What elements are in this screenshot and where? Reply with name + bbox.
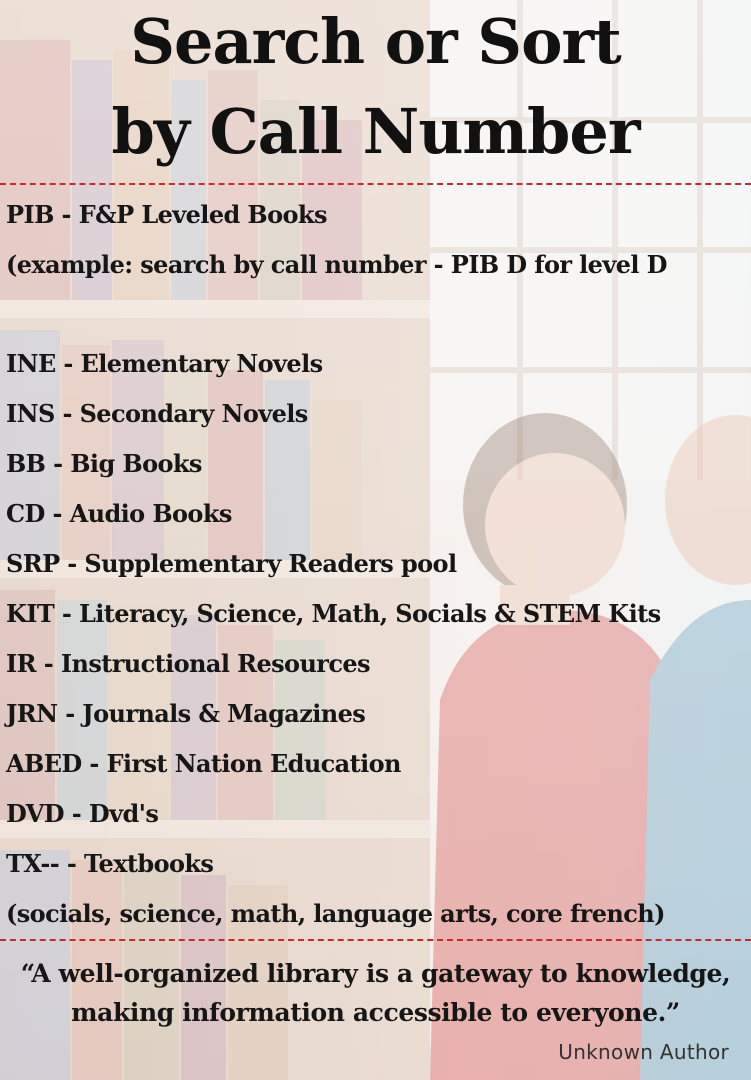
list-item: PIB - F&P Leveled Books	[6, 200, 327, 229]
list-item: SRP - Supplementary Readers pool	[6, 549, 457, 578]
list-item: TX-- - Textbooks	[6, 849, 214, 878]
quote-author: Unknown Author	[558, 1040, 729, 1064]
list-item: ABED - First Nation Education	[6, 749, 401, 778]
list-item: INE - Elementary Novels	[6, 349, 323, 378]
list-item: CD - Audio Books	[6, 499, 232, 528]
list-item: INS - Secondary Novels	[6, 399, 308, 428]
list-item: JRN - Journals & Magazines	[6, 699, 366, 728]
top-dashed-divider	[0, 183, 751, 185]
list-item: BB - Big Books	[6, 449, 202, 478]
list-spacer	[6, 290, 746, 339]
page-title-line-1: Search or Sort	[130, 5, 621, 78]
list-item: (example: search by call number - PIB D for level D	[6, 250, 667, 279]
list-item: DVD - Dvd's	[6, 799, 159, 828]
call-number-list	[6, 190, 746, 939]
list-item: KIT - Literacy, Science, Math, Socials & STEM Kits	[6, 599, 661, 628]
quote-text: “A well-organized library is a gateway to knowledge, making information accessible to everyone.”	[20, 959, 731, 1027]
page-title-line-2: by Call Number	[111, 95, 640, 168]
list-item: (socials, science, math, language arts, core french)	[6, 899, 665, 928]
bottom-dashed-divider	[0, 939, 751, 941]
list-item: IR - Instructional Resources	[6, 649, 370, 678]
